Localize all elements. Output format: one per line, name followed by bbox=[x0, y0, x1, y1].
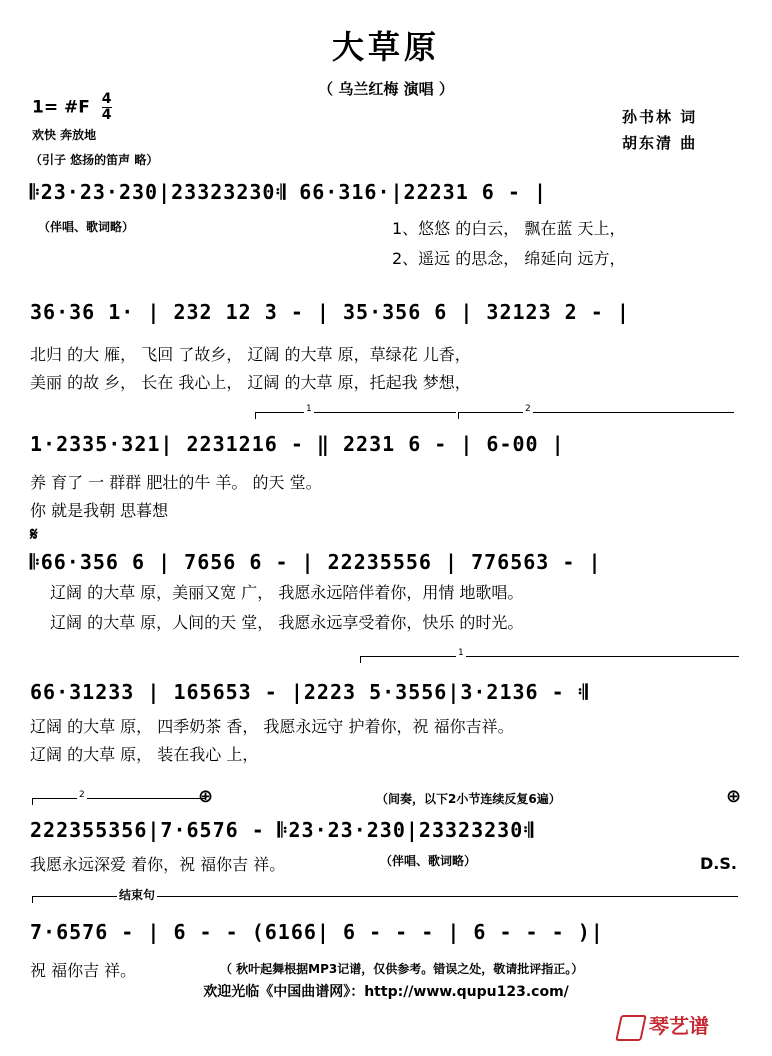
site-logo bbox=[618, 1010, 709, 1041]
key-signature bbox=[32, 92, 112, 123]
coda-icon-2: ⊕ bbox=[726, 786, 742, 807]
volta-second-ending bbox=[458, 404, 734, 419]
music-row-7: 7·6576 - | 6 - - (6166| 6 - - - | 6 - - - )| bbox=[30, 920, 604, 944]
lyric-row-1-verse-1: 1、悠悠 的白云， 飘在蓝 天上， bbox=[392, 219, 626, 238]
lyric-row-3-verse-1: 养 育了 一 群群 肥壮的牛 羊。 的天 堂。 bbox=[30, 473, 322, 492]
music-row-1: 𝄆23·23·230|23323230𝄇 66·316·|22231 6 - | bbox=[30, 180, 547, 204]
music-row-5: 66·31233 | 165653 - |2223 5·3556|3·2136 - 𝄇 bbox=[30, 680, 589, 704]
lyric-row-4-verse-1: 辽阔 的大草 原，美丽又宽 广， 我愿永远陪伴着你，用情 地歌唱。 bbox=[50, 583, 524, 602]
lyric-row-5-verse-2: 辽阔 的大草 原， 装在我心 上， bbox=[30, 745, 259, 764]
row-1-note: （伴唱、歌词略） bbox=[38, 220, 135, 234]
lyric-row-2-verse-2: 美丽 的故 乡， 长在 我心上， 辽阔 的大草 原，托起我 梦想， bbox=[30, 373, 471, 392]
lyric-row-3-verse-2: 你 就是我朝 思暮想 bbox=[30, 501, 169, 520]
lyric-row-5-verse-1: 辽阔 的大草 原， 四季奶茶 香， 我愿永远守 护着你，祝 福你吉祥。 bbox=[30, 717, 514, 736]
lyric-row-2-verse-1: 北归 的大 雁， 飞回 了故乡， 辽阔 的大草 原，草绿花 儿香， bbox=[30, 345, 471, 364]
volta-second-ending-2 bbox=[32, 790, 205, 805]
logo-icon bbox=[615, 1015, 647, 1041]
volta-number: 1 bbox=[306, 404, 312, 414]
volta-number: 2 bbox=[525, 404, 531, 414]
music-row-6: 222355356|7·6576 - 𝄆23·23·230|23323230𝄇 bbox=[30, 818, 534, 842]
lyricist-credit: 孙书林 词 bbox=[622, 108, 698, 126]
interlude-note: （间奏，以下2小节连续反复6遍） bbox=[376, 792, 561, 806]
volta-number: 1 bbox=[458, 648, 464, 658]
volta-first-ending bbox=[255, 404, 456, 419]
coda-icon: ⊕ bbox=[198, 786, 214, 807]
lyric-row-1-verse-2: 2、遥远 的思念， 绵延向 远方， bbox=[392, 249, 626, 268]
key-label: 1= #F bbox=[32, 97, 90, 118]
volta-number: 2 bbox=[79, 790, 85, 800]
lyric-row-4-verse-2: 辽阔 的大草 原，人间的天 堂， 我愿永远享受着你，快乐 的时光。 bbox=[50, 613, 524, 632]
row-6-note: （伴唱、歌词略） bbox=[380, 854, 477, 868]
music-row-3: 1·2335·321| 2231216 - ‖ 2231 6 - | 6-00 | bbox=[30, 432, 565, 456]
logo-text: 琴艺谱 bbox=[649, 1014, 709, 1038]
music-row-4: 𝄆66·356 6 | 7656 6 - | 22235556 | 776563 - | bbox=[30, 550, 602, 574]
performer-subtitle: （ 乌兰红梅 演唱 ） bbox=[318, 80, 454, 98]
ending-bracket bbox=[32, 888, 738, 903]
volta-first-ending-2 bbox=[360, 648, 739, 663]
segno-icon: 𝄋 bbox=[30, 524, 38, 545]
transcriber-note: （ 秋叶起舞根据MP3记谱，仅供参考。错误之处，敬请批评指正。） bbox=[220, 962, 584, 976]
intro-note: （引子 悠扬的笛声 略） bbox=[30, 153, 159, 167]
tempo-marking: 欢快 奔放地 bbox=[32, 128, 97, 142]
composer-credit: 胡东清 曲 bbox=[622, 134, 698, 152]
time-numerator: 4 bbox=[101, 91, 112, 107]
lyric-row-7: 祝 福你吉 祥。 bbox=[30, 961, 137, 980]
footer-website: 欢迎光临《中国曲谱网》：http://www.qupu123.com/ bbox=[203, 984, 569, 1000]
music-row-2: 36·36 1· | 232 12 3 - | 35·356 6 | 32123 2 - | bbox=[30, 300, 630, 324]
dal-segno-mark: D.S. bbox=[700, 854, 737, 873]
time-denominator: 4 bbox=[101, 107, 112, 123]
time-signature bbox=[102, 92, 112, 123]
ending-label: 结束句 bbox=[119, 888, 156, 902]
song-title: 大草原 bbox=[331, 28, 440, 66]
lyric-row-6: 我愿永远深爱 着你，祝 福你吉 祥。 bbox=[30, 855, 286, 874]
